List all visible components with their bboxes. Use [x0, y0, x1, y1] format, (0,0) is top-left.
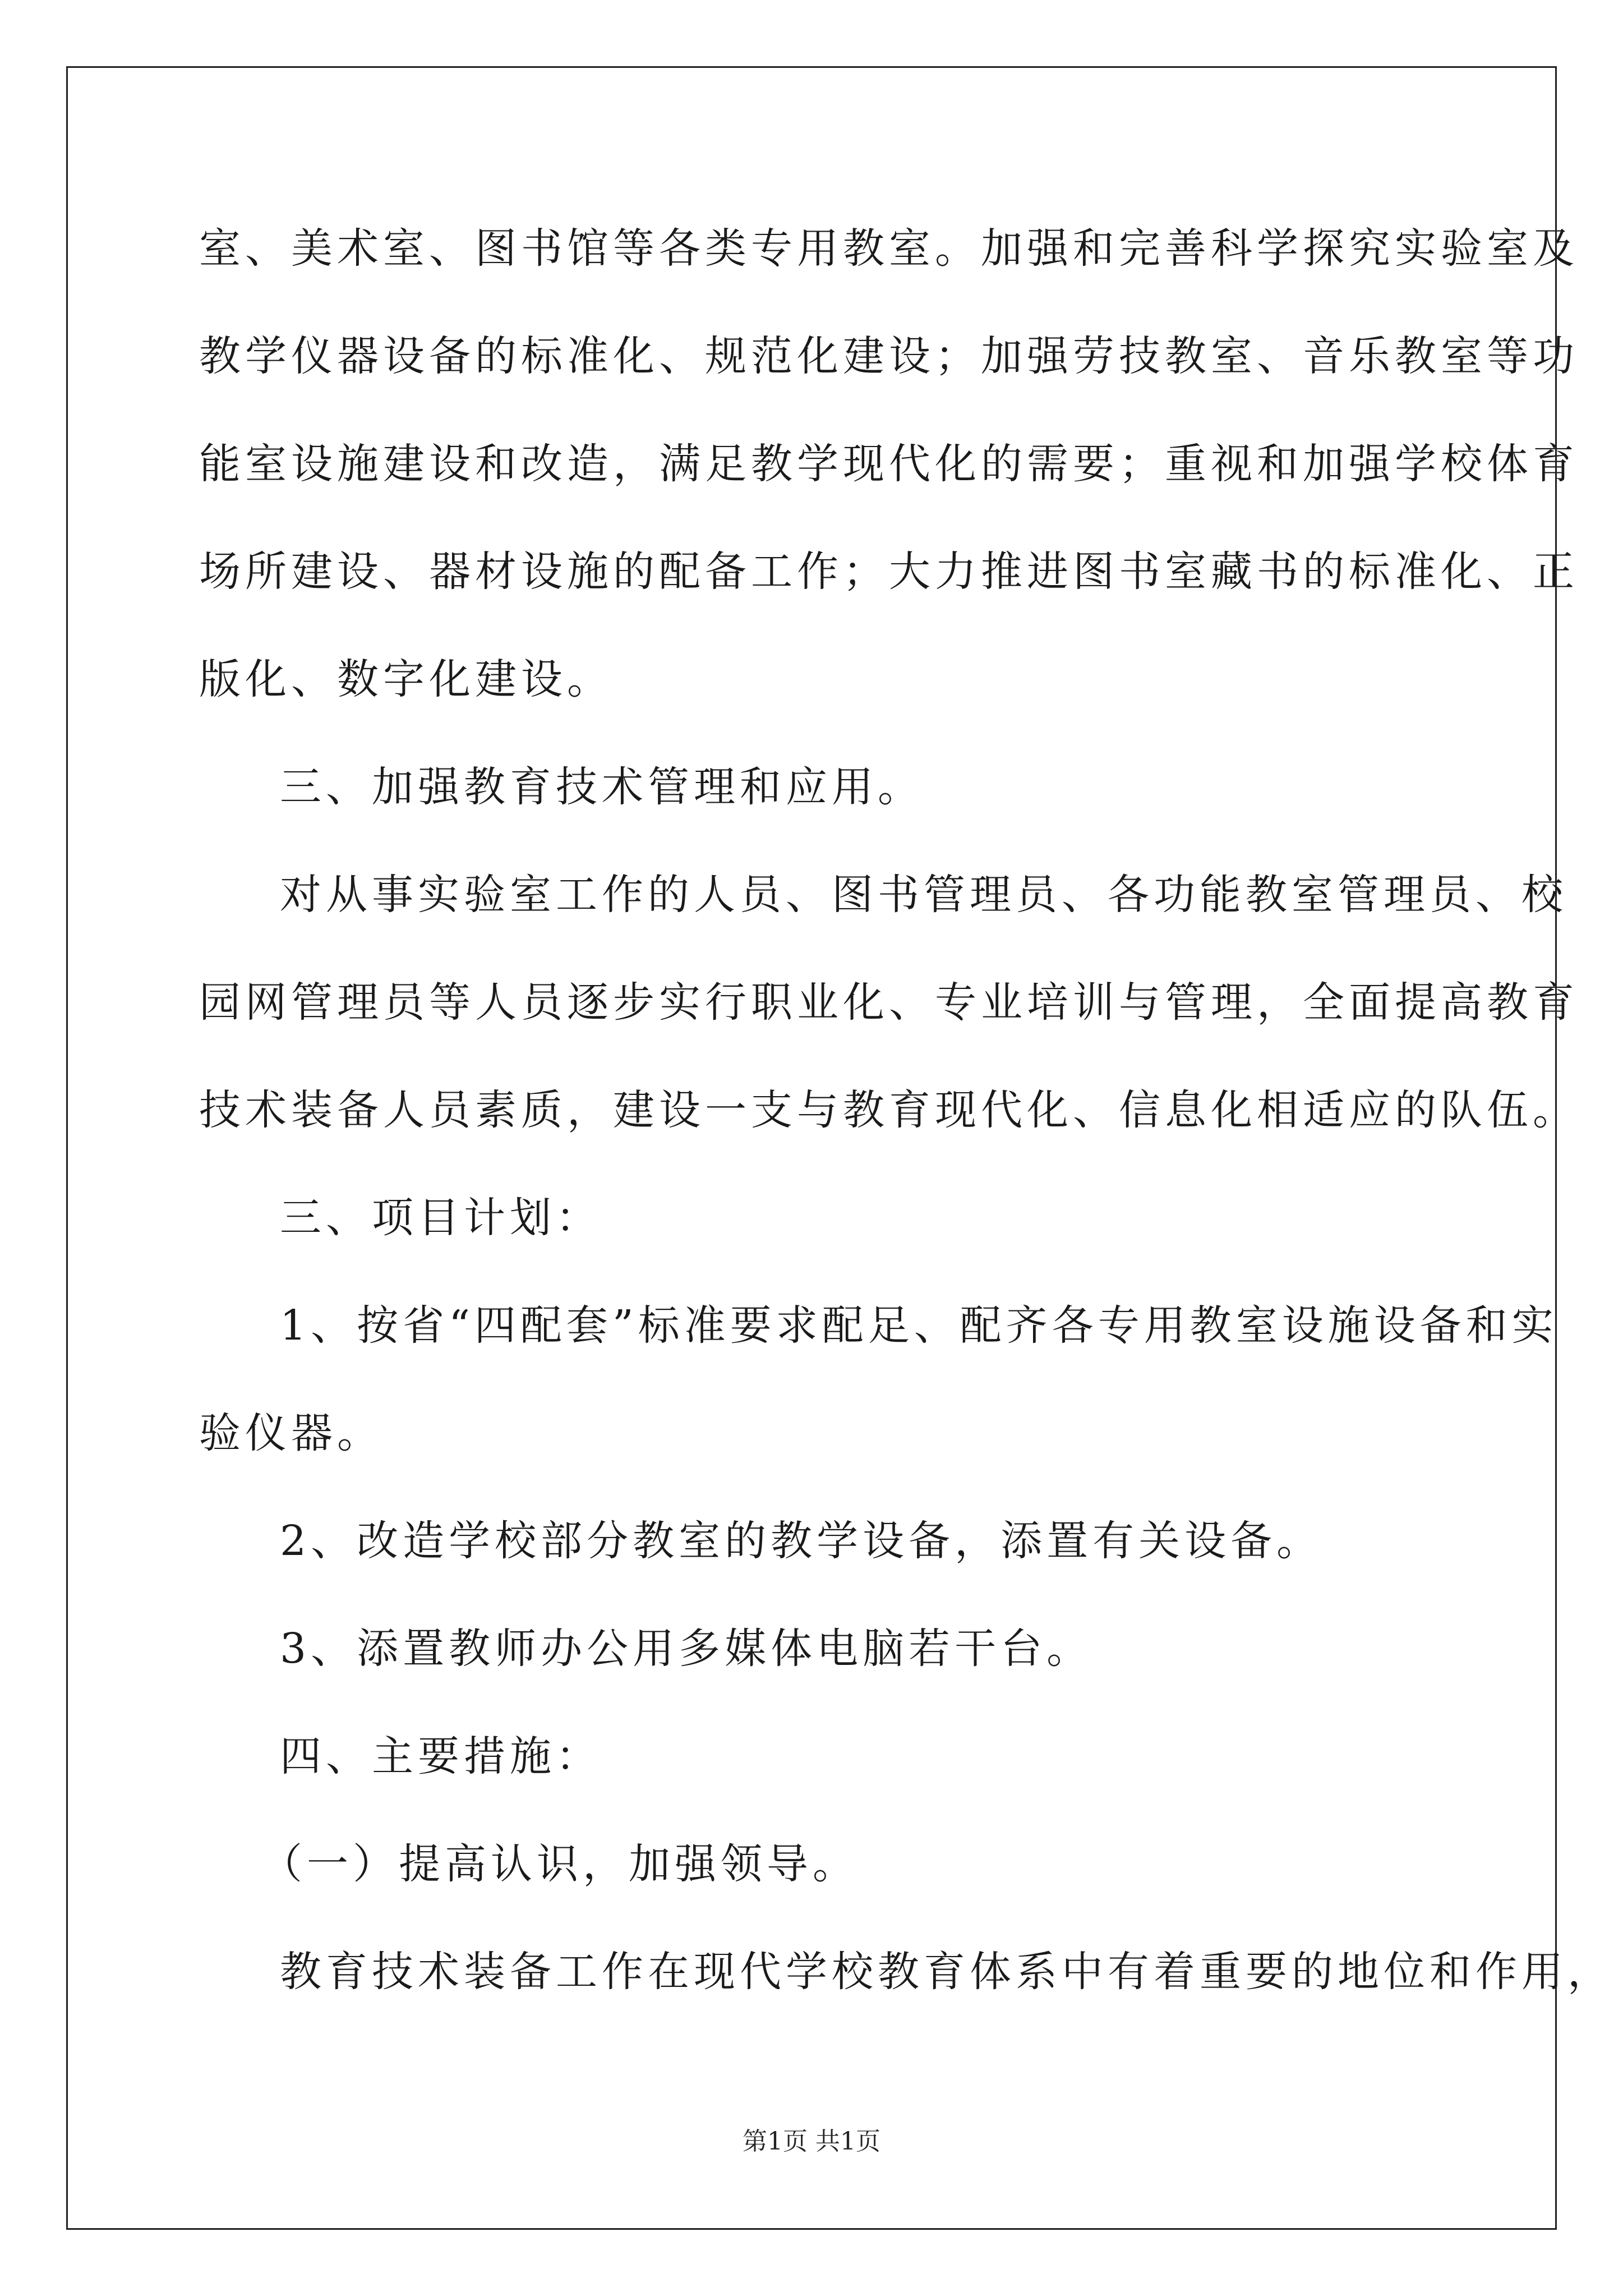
paragraph-line: 对从事实验室工作的人员、图书管理员、各功能教室管理员、校: [280, 871, 1567, 919]
list-item: 1、按省“四配套”标准要求配足、配齐各专用教室设施设备和实: [280, 1301, 1558, 1350]
list-item-continuation: 验仪器。: [199, 1409, 383, 1457]
subsection-heading: （一）提高认识，加强领导。: [261, 1840, 859, 1888]
paragraph-line: 教育技术装备工作在现代学校教育体系中有着重要的地位和作用，: [280, 1948, 1613, 1996]
paragraph-line: 能室设施建设和改造，满足教学现代化的需要；重视和加强学校体育: [199, 440, 1579, 488]
list-item: 3、添置教师办公用多媒体电脑若干台。: [280, 1625, 1093, 1673]
paragraph-line: 场所建设、器材设施的配备工作；大力推进图书室藏书的标准化、正: [199, 547, 1579, 596]
section-heading: 四、主要措施：: [280, 1732, 602, 1780]
section-heading: 三、加强教育技术管理和应用。: [280, 763, 924, 811]
paragraph-line: 技术装备人员素质，建设一支与教育现代化、信息化相适应的队伍。: [199, 1086, 1579, 1134]
paragraph-line: 教学仪器设备的标准化、规范化建设；加强劳技教室、音乐教室等功: [199, 332, 1579, 380]
page-footer: 第1页 共1页: [743, 2127, 880, 2156]
section-heading: 三、项目计划：: [280, 1194, 602, 1242]
list-item: 2、改造学校部分教室的教学设备，添置有关设备。: [280, 1517, 1323, 1565]
paragraph-line: 园网管理员等人员逐步实行职业化、专业培训与管理，全面提高教育: [199, 978, 1579, 1027]
paragraph-line: 室、美术室、图书馆等各类专用教室。加强和完善科学探究实验室及: [199, 224, 1579, 273]
page-border: [66, 66, 1557, 2230]
paragraph-line: 版化、数字化建设。: [199, 655, 613, 703]
